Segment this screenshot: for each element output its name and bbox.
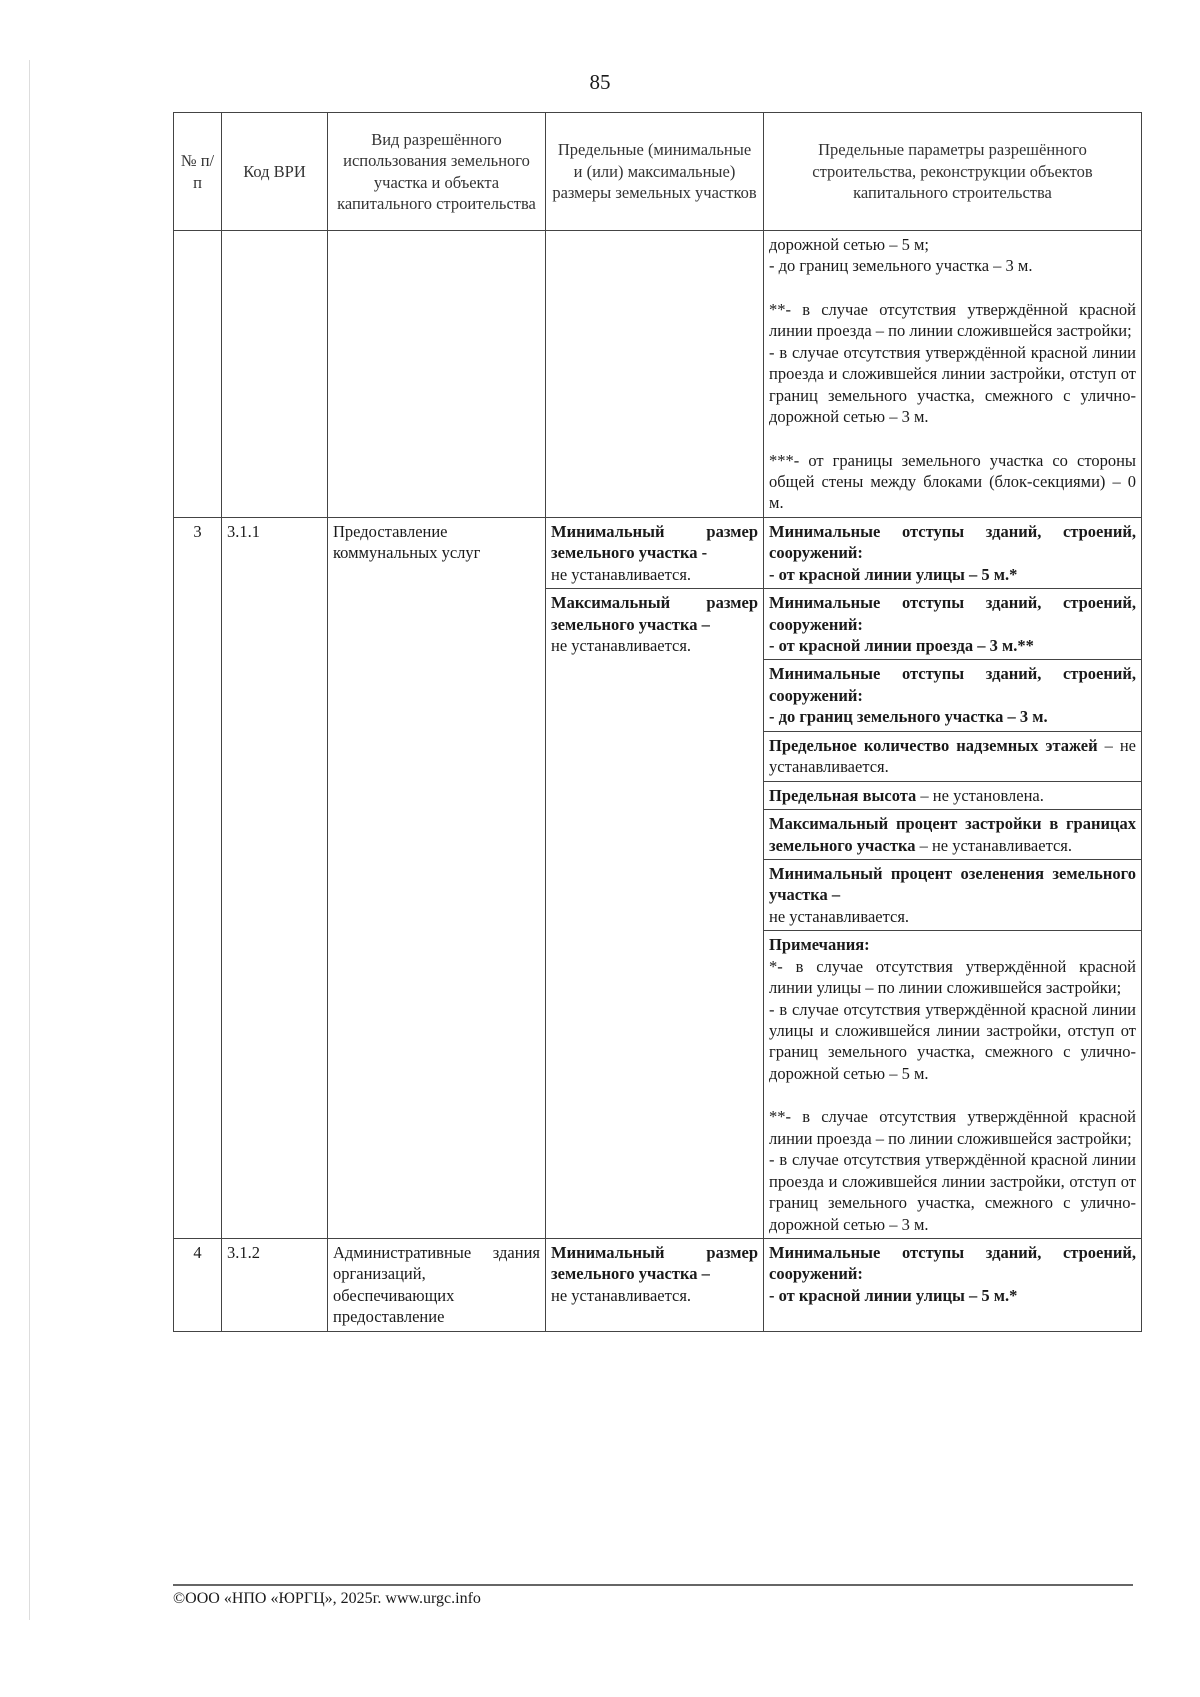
header-code: Код ВРИ — [222, 113, 328, 231]
cell-min-size — [546, 1238, 764, 1331]
cell-code: 3.1.1 — [222, 517, 328, 1238]
cell-max-size — [546, 589, 764, 1239]
min-size-value: не устанавливается. — [551, 564, 692, 584]
min-size-title: Минимальный размер земельного участка – — [551, 1242, 758, 1284]
cell-num: 3 — [174, 517, 222, 1238]
param-title: Минимальный процент озеленения земельного участка – — [769, 863, 1136, 905]
max-size-title: Максимальный размер земельного участка – — [551, 593, 758, 634]
footer-copyright: ©ООО «НПО «ЮРГЦ», 2025г. www.urgc.info — [173, 1590, 481, 1607]
cell-params — [764, 231, 1142, 518]
table-row-3 — [174, 517, 1142, 588]
param-title: Минимальные отступы зданий, строений, сооружений: — [769, 593, 1136, 634]
cell-param-greening — [764, 859, 1142, 930]
param-value: - от красной линии проезда – 3 м.** — [769, 636, 1034, 655]
header-size: Предельные (минимальные и (или) максимальные) размеры земельных участков — [546, 113, 764, 231]
cell-num: 4 — [174, 1238, 222, 1331]
cell-notes — [764, 931, 1142, 1239]
note-paragraph: **- в случае отсутствия утверждённой красной линии проезда – по линии сложившейся застройки; — [769, 299, 1136, 341]
param-title: Предельная высота — [769, 785, 917, 805]
footer-divider — [173, 1584, 1133, 1586]
header-num: № п/п — [174, 113, 222, 231]
max-size-value: не устанавливается. — [551, 636, 692, 655]
note-paragraph: **- в случае отсутствия утверждённой красной линии проезда – по линии сложившейся застройки; — [769, 1107, 1136, 1148]
cell-param-height — [764, 781, 1142, 809]
cell-param-setback-street — [764, 1238, 1142, 1331]
cell-param-setback-boundary — [764, 660, 1142, 731]
table-header-row — [174, 113, 1142, 231]
param-value: - до границ земельного участка – 3 м. — [769, 707, 1048, 727]
cell-size — [546, 231, 764, 518]
header-use: Вид разрешённого использования земельного участка и объекта капитального строительства — [328, 113, 546, 231]
table-row-continuation — [174, 231, 1142, 518]
notes-title: Примечания: — [769, 935, 870, 955]
cell-param-coverage — [764, 810, 1142, 860]
param-title: Максимальный процент застройки в границах земельного участка — [769, 814, 1136, 855]
page-number: 85 — [589, 70, 611, 94]
param-title: Минимальные отступы зданий, строений, сооружений: — [769, 521, 1136, 563]
cell-param-setback-passage — [764, 589, 1142, 660]
param-value: – не устанавливается. — [915, 835, 1073, 855]
note-paragraph: *- в случае отсутствия утверждённой красной линии улицы – по линии сложившейся застройки; — [769, 956, 1136, 998]
min-size-title: Минимальный размер земельного участка - — [551, 521, 758, 563]
min-size-value: не устанавливается. — [551, 1285, 692, 1305]
cell-code — [222, 231, 328, 518]
cell-param-floors — [764, 731, 1142, 781]
param-title: Предельное количество надземных этажей — [769, 735, 1098, 755]
note-paragraph: - в случае отсутствия утверждённой красной линии проезда и сложившейся линии застройки, отступ от границ земельного участка, смежного с улично-дорожной сетью – 3 м. — [769, 1150, 1136, 1234]
param-value: - от красной линии улицы – 5 м.* — [769, 1285, 1018, 1305]
cell-use — [328, 231, 546, 518]
param-title: Минимальные отступы зданий, строений, сооружений: — [769, 664, 1136, 705]
param-value: – не устанавливается. — [769, 735, 1136, 777]
param-value: - от красной линии улицы – 5 м.* — [769, 564, 1018, 584]
table-row-4 — [174, 1238, 1142, 1331]
text-line: - до границ земельного участка – 3 м. — [769, 256, 1033, 276]
param-value: – не установлена. — [916, 785, 1044, 805]
cell-use: Административные здания организаций, обеспечивающих предоставление — [328, 1238, 546, 1331]
note-paragraph: ***- от границы земельного участка со стороны общей стены между блоками (блок-секциями) – 0 м. — [769, 450, 1136, 513]
cell-num — [174, 231, 222, 518]
header-params: Предельные параметры разрешённого строительства, реконструкции объектов капитального строительства — [764, 113, 1142, 231]
param-value: не устанавливается. — [769, 906, 910, 926]
cell-param-setback-street — [764, 517, 1142, 588]
param-title: Минимальные отступы зданий, строений, сооружений: — [769, 1242, 1136, 1284]
scan-margin-line — [29, 60, 30, 1620]
cell-code: 3.1.2 — [222, 1238, 328, 1331]
note-paragraph: - в случае отсутствия утверждённой красной линии улицы и сложившейся линии застройки, отступ от границ земельного участка, смежного с улично-дорожной сетью – 5 м. — [769, 999, 1136, 1083]
cell-use: Предоставление коммунальных услуг — [328, 517, 546, 1238]
text-line: дорожной сетью – 5 м; — [769, 235, 929, 254]
cell-min-size — [546, 517, 764, 588]
note-paragraph: - в случае отсутствия утверждённой красной линии проезда и сложившейся линии застройки, отступ от границ земельного участка, смежного с улично-дорожной сетью – 3 м. — [769, 342, 1136, 427]
regulations-table — [173, 112, 1142, 1332]
